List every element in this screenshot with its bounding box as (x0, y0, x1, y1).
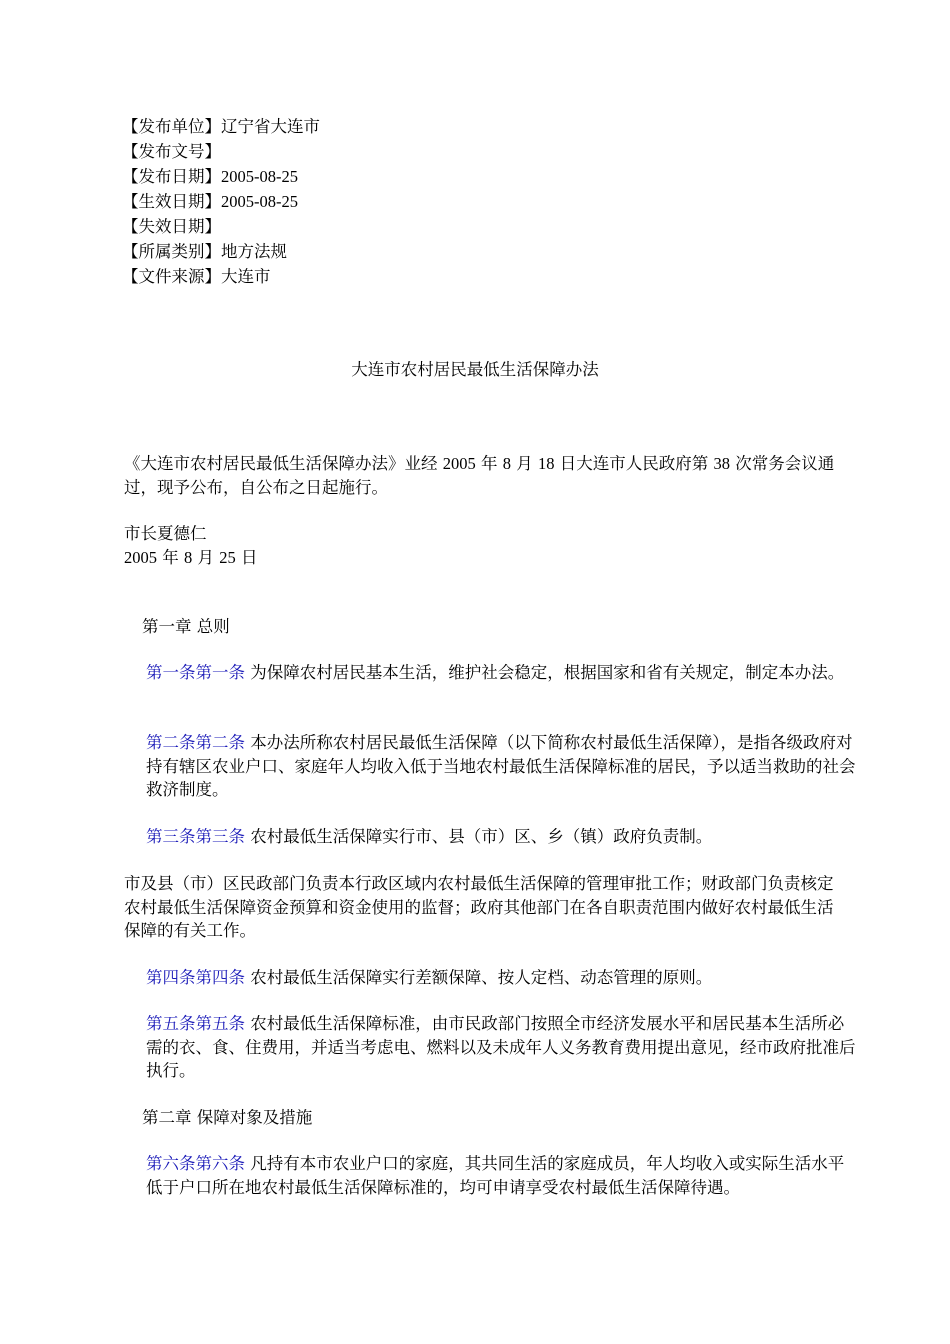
signature-date-text-3: 日 (235, 547, 258, 567)
meta-effective-date-label: 【生效日期】 (122, 192, 221, 211)
meta-issue-date-label: 【发布日期】 (122, 167, 221, 186)
article-3 (124, 825, 858, 849)
article-1 (124, 661, 858, 685)
article-2 (124, 731, 858, 802)
preamble-session: 38 (713, 454, 730, 473)
article-1-heading[interactable]: 第一条第一条 (146, 663, 245, 682)
preamble-text-1: 《大连市农村居民最低生活保障办法》业经 (124, 454, 443, 473)
document-title: 大连市农村居民最低生活保障办法 (351, 360, 599, 379)
preamble-year: 2005 (442, 454, 476, 473)
article-5-text: 农村最低生活保障标准，由市民政部门按照全市经济发展水平和居民基本生活所必需的衣、食、住费用，并适当考虑电、燃料以及未成年人义务教育费用提出意见，经市政府批准后执行。 (146, 1014, 856, 1080)
meta-issuer (122, 114, 320, 139)
preamble-text-2: 年 (475, 454, 503, 473)
meta-issuer-label: 【发布单位】 (122, 117, 221, 136)
preamble-month: 8 (502, 454, 511, 473)
signature-day: 25 (219, 547, 236, 567)
meta-effective-date (122, 189, 320, 214)
article-4-heading[interactable]: 第四条第四条 (146, 968, 245, 987)
signature-month: 8 (184, 547, 193, 567)
signature-date (124, 546, 836, 570)
signature-date-text-2: 月 (192, 547, 220, 567)
article-2-heading[interactable]: 第二条第二条 (146, 733, 245, 752)
article-6-heading[interactable]: 第六条第六条 (146, 1154, 245, 1173)
meta-issuer-value: 辽宁省大连市 (221, 117, 320, 136)
article-6 (124, 1152, 858, 1199)
article-3-text: 农村最低生活保障实行市、县（市）区、乡（镇）政府负责制。 (245, 827, 713, 846)
signature-block (124, 522, 836, 569)
article-2-text: 本办法所称农村居民最低生活保障（以下简称农村最低生活保障），是指各级政府对持有辖区农业户口、家庭年人均收入低于当地农村最低生活保障标准的居民，予以适当救助的社会救济制度。 (146, 733, 856, 799)
meta-category (122, 239, 320, 264)
meta-effective-date-value: 2005-08-25 (221, 192, 298, 211)
meta-category-label: 【所属类别】 (122, 242, 221, 261)
article-6-text: 凡持有本市农业户口的家庭，其共同生活的家庭成员，年人均收入或实际生活水平低于户口所在地农村最低生活保障标准的，均可申请享受农村最低生活保障待遇。 (146, 1154, 845, 1197)
meta-expiry-date-label: 【失效日期】 (122, 217, 221, 236)
signature-mayor: 市长夏德仁 (124, 524, 207, 543)
meta-source-label: 【文件来源】 (122, 267, 221, 286)
meta-doc-no (122, 139, 320, 164)
article-1-text: 为保障农村居民基本生活，维护社会稳定，根据国家和省有关规定，制定本办法。 (245, 663, 845, 682)
meta-source (122, 264, 320, 289)
article-4-text: 农村最低生活保障实行差额保障、按人定档、动态管理的原则。 (245, 968, 713, 987)
preamble-text-5: 次常务会议通过，现予公布，自公布之日起施行。 (124, 454, 835, 497)
article-5 (124, 1012, 858, 1083)
article-3-heading[interactable]: 第三条第三条 (146, 827, 245, 846)
preamble-day: 18 (538, 454, 555, 473)
preamble-text-4: 日大连市人民政府第 (554, 454, 714, 473)
signature-date-text-1: 年 (157, 547, 184, 567)
article-4 (124, 966, 858, 990)
article-5-heading[interactable]: 第五条第五条 (146, 1014, 245, 1033)
meta-issue-date-value: 2005-08-25 (221, 167, 298, 186)
preamble-paragraph (124, 452, 836, 499)
meta-doc-no-label: 【发布文号】 (122, 142, 221, 161)
meta-issue-date (122, 164, 320, 189)
meta-expiry-date (122, 214, 320, 239)
document-metadata (122, 114, 320, 289)
signature-year: 2005 (124, 547, 157, 567)
chapter-1-heading: 第一章 总则 (142, 617, 230, 636)
meta-category-value: 地方法规 (221, 242, 287, 261)
chapter-2-heading: 第二章 保障对象及措施 (142, 1108, 313, 1127)
article-3-paragraph-2: 市及县（市）区民政部门负责本行政区域内农村最低生活保障的管理审批工作；财政部门负责核定农村最低生活保障资金预算和资金使用的监督；政府其他部门在各自职责范围内做好农村最低生活保障的有关工作。 (124, 874, 834, 940)
meta-source-value: 大连市 (221, 267, 271, 286)
preamble-text-3: 月 (511, 454, 538, 473)
